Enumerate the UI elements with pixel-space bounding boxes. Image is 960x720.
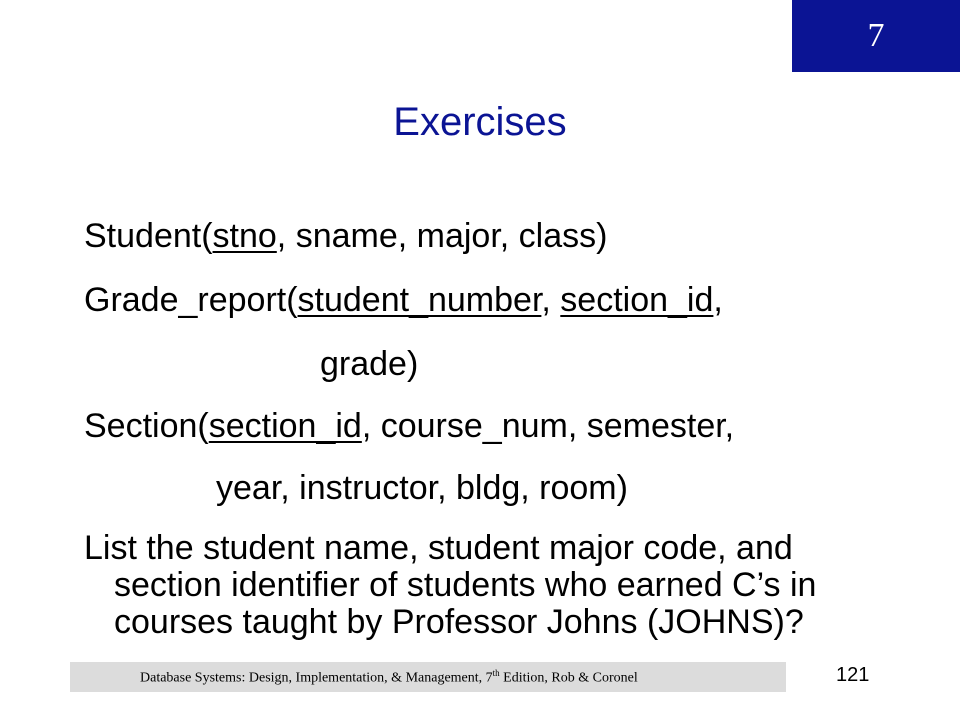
student-prefix: Student( xyxy=(84,217,213,255)
section-key: section_id xyxy=(208,407,362,445)
grade-report-continuation: grade) xyxy=(320,345,419,383)
chapter-number-box xyxy=(792,0,960,72)
page-number: 121 xyxy=(836,664,870,686)
footer-superscript: th xyxy=(492,668,500,678)
student-key: stno xyxy=(212,217,277,255)
footer-text-start: Database Systems: Design, Implementation, & Management, 7 xyxy=(140,670,493,686)
student-attributes: , sname, major, class) xyxy=(276,217,608,255)
section-prefix: Section( xyxy=(84,407,209,445)
grade-report-suffix: , xyxy=(713,281,723,319)
slide-title: Exercises xyxy=(393,100,567,144)
grade-report-separator: , xyxy=(541,281,561,319)
grade-report-key-student-number: student_number xyxy=(297,281,542,319)
section-continuation: year, instructor, bldg, room) xyxy=(216,469,628,507)
student-relation xyxy=(84,216,607,256)
section-relation xyxy=(84,406,734,446)
chapter-number: 7 xyxy=(867,17,885,54)
exercise-question: List the student name, student major code, and section identifier of students who earned C’s in courses taught by Professor Johns (JOHNS)? xyxy=(84,529,817,641)
grade-report-prefix: Grade_report( xyxy=(84,281,298,319)
grade-report-relation xyxy=(84,280,723,320)
footer-text-end: Edition, Rob & Coronel xyxy=(499,670,638,686)
grade-report-key-section-id: section_id xyxy=(560,281,714,319)
section-attributes: , course_num, semester, xyxy=(361,407,735,445)
footer-citation xyxy=(140,668,638,687)
